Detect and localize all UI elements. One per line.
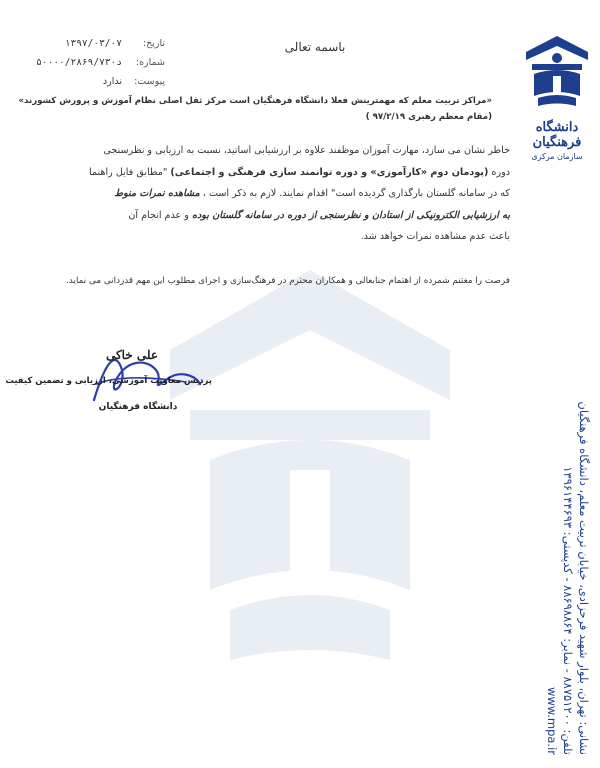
body-text: که در سامانه گلستان بارگذاری گردیده است" اقدام نمایند. لازم به ذکر است ،: [202, 188, 510, 199]
body-line-5: باعث عدم مشاهده نمرات خواهد شد.: [360, 231, 510, 242]
org-name: دانشگاه فرهنگیان: [532, 120, 582, 150]
attachment-value: ندارد: [102, 76, 122, 87]
number-label: شماره:: [135, 57, 165, 68]
body-text: و عدم انجام آن: [128, 209, 189, 221]
number-row: [36, 57, 165, 76]
invocation-heading: باسمه تعالی: [284, 40, 346, 54]
leader-quote: «مراکز تربیت معلم که مهمترینش فعلا دانشگاه فرهنگیان است مرکز ثقل اصلی نظام آموزش و پرورش کشورند»: [18, 96, 492, 106]
body-text: "مطابق فایل راهنما: [89, 166, 168, 178]
letter-body: [28, 140, 510, 248]
number-value: ۵۰۰۰۰/۲۸۶۹/۷۳۰د: [36, 57, 122, 68]
university-emblem-icon: [522, 34, 592, 108]
date-label: تاریخ:: [142, 38, 165, 49]
body-line-2: [28, 162, 510, 184]
footer-address: نشانی: تهران، بلوار شهید فرحزادی، خیابان تربیت معلم، دانشگاه فرهنگیان: [577, 401, 591, 755]
emphasis-text: به ارزشیابی الکترونیکی از استادان و نظرسنجی از دوره در سامانه گلستان بوده: [191, 209, 510, 221]
closing-line: فرصت را مغتنم شمرده از اهتمام جنابعالی و همکاران محترم در فرهنگ‌سازی و اجرای مطلوب این مهم قدردانی می نماید.: [66, 276, 510, 286]
footer-website: www.mpa.ir: [545, 687, 559, 755]
attachment-row: [40, 76, 165, 95]
course-name: (پودمان دوم «کارآموزی» و دوره توانمند سازی فرهنگی و اجتماعی): [170, 166, 489, 178]
body-line-1: خاطر نشان می سازد، مهارت آموزان موظفند علاوه بر ارزشیابی اساتید، نسبت به ارزیابی و نظرسنجی: [103, 145, 510, 156]
signatory-title: پردیس معاونت آموزشی، ارزیابی و تضمین کیفیت: [5, 376, 212, 386]
date-row: [40, 38, 165, 57]
body-line-4: [28, 205, 510, 227]
letter-meta: [36, 38, 165, 95]
org-subname: سازمان مرکزی: [531, 152, 583, 161]
attachment-label: پیوست:: [134, 76, 165, 87]
date-value: ۱۳۹۷/۰۳/۰۷: [64, 38, 122, 49]
body-line-3: [28, 183, 510, 205]
emblem-watermark-icon: [150, 260, 470, 680]
body-text: دوره: [491, 166, 510, 178]
signatory-name: علی خاکی: [105, 348, 159, 362]
signatory-org: دانشگاه فرهنگیان: [98, 402, 178, 412]
emphasis-text: مشاهده نمرات منوط: [114, 188, 200, 199]
letterhead-footer: [528, 295, 592, 755]
quote-source: (مقام معظم رهبری ۹۷/۲/۱۹ ): [365, 112, 492, 122]
footer-phone: تلفن: ۸۸۷۵۱۲۰۰ - نمابر: ۸۸۶۹۸۸۶۴ - کدپستی: ۱۳۹۶۱۴۴۶۹۳: [561, 466, 575, 755]
